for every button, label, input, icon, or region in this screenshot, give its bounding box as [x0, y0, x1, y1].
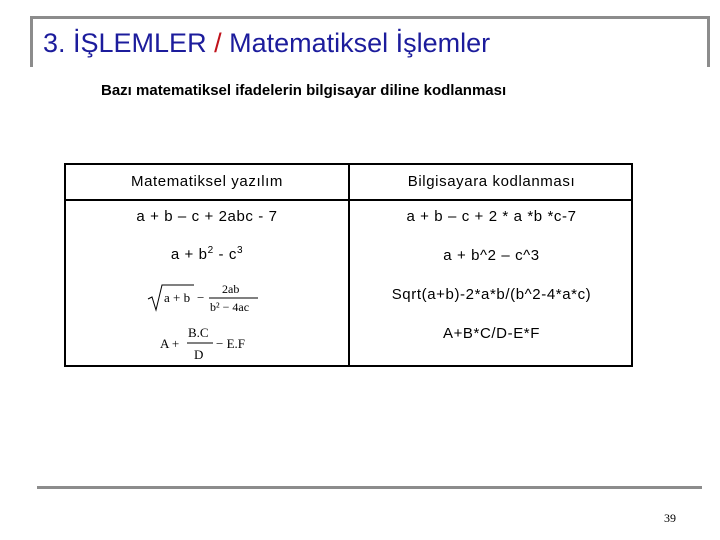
row2-code: a + b^2 – c^3 — [443, 247, 540, 264]
row4-math-formula — [158, 323, 258, 365]
row3-math-formula — [146, 277, 266, 317]
footer-divider — [37, 486, 702, 489]
fraction-numerator: B.C — [188, 325, 209, 340]
fraction-denominator: b² − 4ac — [210, 300, 250, 314]
title-prefix: 3. İŞLEMLER — [43, 28, 207, 58]
header-math: Matematiksel yazılım — [130, 173, 284, 190]
formula-tail: − E.F — [216, 336, 246, 351]
row2-math-exp1: 2 — [207, 245, 214, 256]
subtitle: Bazı matematiksel ifadelerin bilgisayar diline kodlanması — [101, 82, 507, 99]
slide-title — [43, 28, 490, 59]
row1-math: a + b – c + 2abc - 7 — [136, 208, 278, 225]
row4-code: A+B*C/D-E*F — [442, 325, 541, 342]
row2-math-exp2: 3 — [237, 245, 244, 256]
fraction-numerator: 2ab — [222, 282, 240, 296]
page-number: 39 — [664, 511, 676, 525]
conversion-table — [64, 163, 633, 367]
header-code: Bilgisayara kodlanması — [407, 173, 576, 190]
sqrt-argument: a + b — [164, 290, 191, 305]
formula-lead: A + — [160, 336, 180, 351]
header-divider — [66, 199, 631, 201]
minus-sign: − — [197, 290, 205, 305]
row3-code: Sqrt(a+b)-2*a*b/(b^2-4*a*c) — [391, 286, 592, 303]
row2-math-base: a + b — [170, 246, 208, 263]
fraction-denominator: D — [194, 347, 204, 362]
row2-math — [66, 245, 348, 263]
title-separator: / — [206, 28, 230, 58]
title-main: Matematiksel İşlemler — [229, 28, 491, 58]
row1-code: a + b – c + 2 * a *b *c-7 — [406, 208, 577, 225]
row2-math-mid: - c — [213, 246, 237, 263]
